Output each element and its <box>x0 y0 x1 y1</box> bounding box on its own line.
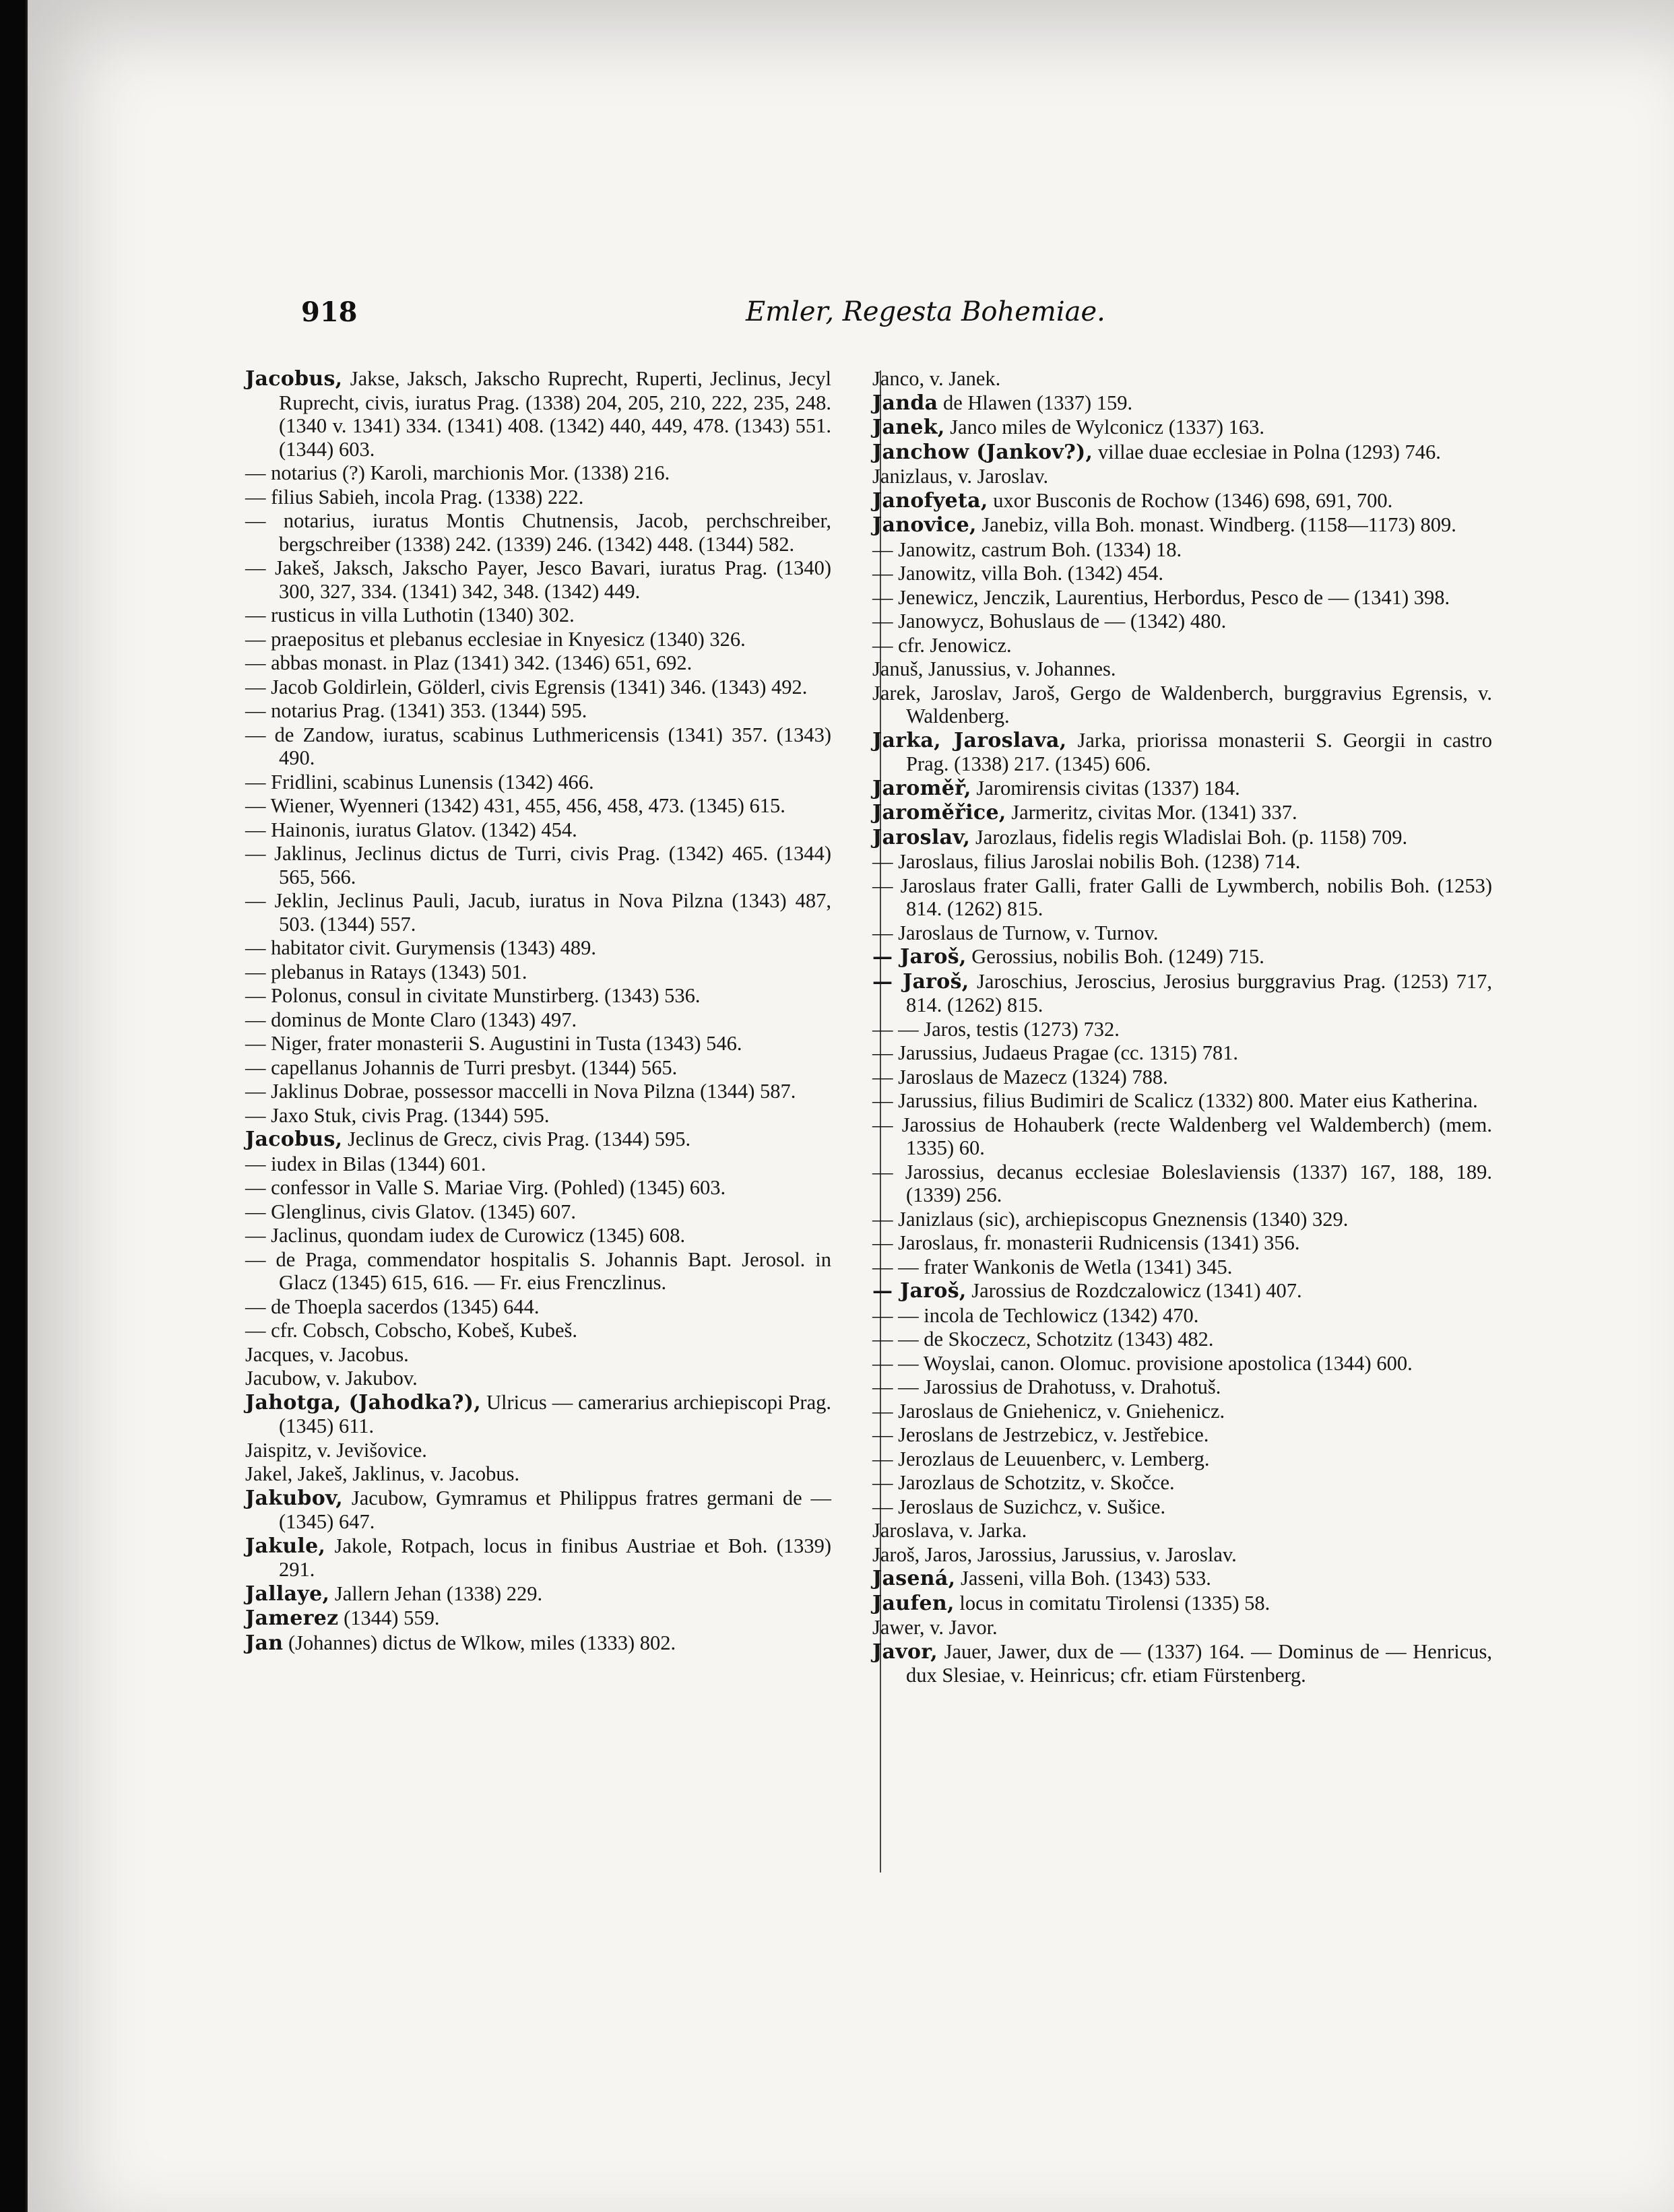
entry-text: Jakse, Jaksch, Jakscho Ruprecht, Ruperti, Jeclinus, Jecyl Ruprecht, civis, iuratus Prag. (1338) 204, 205, 210, 222, 235, 248. (1340 v. 1341) 334. (1341) 408. (1342) 440, 449, 478. (1343) 551. (1344) 603. <box>279 367 831 461</box>
index-entry <box>245 1367 831 1390</box>
entry-text: — de Zandow, iuratus, scabinus Luthmericensis (1341) 357. (1343) 490. <box>245 723 831 769</box>
index-entry <box>245 1462 831 1486</box>
entry-text: — Jeroslans de Jestrzebicz, v. Jestřebice. <box>872 1423 1209 1446</box>
index-entry <box>872 1447 1492 1471</box>
entry-text: Ulricus — camerarius archiepiscopi Prag. (1345) 611. <box>279 1390 831 1437</box>
entry-text: Jarmeritz, civitas Mor. (1341) 337. <box>1006 801 1297 824</box>
entry-text: — Jarossius de Hohauberk (recte Waldenberg vel Waldemberch) (mem. 1335) 60. <box>872 1113 1492 1159</box>
entry-headword: Jarka, Jaroslava, <box>872 728 1067 752</box>
entry-text: — Jerozlaus de Leuuenberc, v. Lemberg. <box>872 1447 1210 1470</box>
entry-text: — Hainonis, iuratus Glatov. (1342) 454. <box>245 818 577 841</box>
index-entry <box>245 628 831 651</box>
entry-text: — notarius Prag. (1341) 353. (1344) 595. <box>245 699 587 722</box>
index-entry <box>245 1391 831 1438</box>
entry-headword: Jakule, <box>245 1534 326 1558</box>
index-entry <box>245 1534 831 1582</box>
entry-text: Jaispitz, v. Jevišovice. <box>245 1438 427 1462</box>
index-entry <box>872 777 1492 801</box>
entry-text: Jarek, Jaroslav, Jaroš, Gergo de Waldenberch, burggravius Egrensis, v. Waldenberg. <box>872 681 1492 727</box>
index-entry <box>245 818 831 842</box>
entry-text: — Jaclinus, quondam iudex de Curowicz (1345) 608. <box>245 1224 686 1247</box>
entry-text: Januš, Janussius, v. Johannes. <box>872 657 1116 680</box>
page-number: 918 <box>301 296 358 328</box>
entry-text: Jakole, Rotpach, locus in finibus Austriae et Boh. (1339) 291. <box>279 1534 831 1581</box>
entry-text: — Wiener, Wyenneri (1342) 431, 455, 456, 458, 473. (1345) 615. <box>245 794 785 817</box>
index-entry <box>872 1256 1492 1279</box>
index-entry <box>245 1295 831 1319</box>
entry-text: — confessor in Valle S. Mariae Virg. (Pohled) (1345) 603. <box>245 1176 726 1199</box>
index-entry <box>872 1208 1492 1231</box>
index-entry <box>872 538 1492 562</box>
entry-text: Jaroš, Jaros, Jarossius, Jarussius, v. Jaroslav. <box>872 1542 1237 1566</box>
entry-text: — plebanus in Ratays (1343) 501. <box>245 960 527 983</box>
index-entry <box>872 1471 1492 1495</box>
entry-text: — Jaroslaus, filius Jaroslai nobilis Boh. (1238) 714. <box>872 850 1301 873</box>
entry-text: — notarius, iuratus Montis Chutnensis, Jacob, perchschreiber, bergschreiber (1338) 242. (1339) 246. (1342) 448. (1344) 582. <box>245 509 831 556</box>
entry-text: — — Jarossius de Drahotuss, v. Drahotuš. <box>872 1375 1221 1398</box>
entry-text: villae duae ecclesiae in Polna (1293) 746. <box>1093 440 1441 463</box>
index-entry <box>872 1616 1492 1639</box>
entry-headword: Javor, <box>872 1639 938 1664</box>
index-entry <box>872 1519 1492 1542</box>
index-entry <box>245 771 831 794</box>
entry-text: — dominus de Monte Claro (1343) 497. <box>245 1008 577 1031</box>
entry-text: Jacques, v. Jacobus. <box>245 1342 409 1366</box>
entry-headword: Jasená, <box>872 1567 956 1590</box>
index-entry <box>245 723 831 770</box>
index-entry <box>872 1041 1492 1065</box>
entry-text: — Jaroslaus frater Galli, frater Galli de Lywmberch, nobilis Boh. (1253) 814. (1262) 815. <box>872 874 1492 920</box>
entry-headword: Janda <box>872 391 938 415</box>
entry-text: Jarozlaus, fidelis regis Wladislai Boh. (p. 1158) 709. <box>970 825 1408 849</box>
entry-text: — capellanus Johannis de Turri presbyt. (1344) 565. <box>245 1055 678 1079</box>
index-entry <box>245 509 831 556</box>
index-entry <box>872 921 1492 945</box>
index-entry <box>872 610 1492 633</box>
index-entry <box>872 367 1492 391</box>
index-entry <box>872 562 1492 585</box>
index-entry <box>872 634 1492 657</box>
entry-text: Jakel, Jakeš, Jaklinus, v. Jacobus. <box>245 1462 520 1485</box>
entry-text: — Jeklin, Jeclinus Pauli, Jacub, iuratus in Nova Pilzna (1343) 487, 503. (1344) 557. <box>245 889 831 936</box>
index-entry <box>872 416 1492 440</box>
entry-headword: Jaufen, <box>872 1591 955 1615</box>
index-entry <box>872 1543 1492 1567</box>
entry-text: — cfr. Cobsch, Cobscho, Kobeš, Kubeš. <box>245 1319 578 1342</box>
entry-text: Jawer, v. Javor. <box>872 1616 998 1639</box>
entry-text: — Jaklinus, Jeclinus dictus de Turri, civis Prag. (1342) 465. (1344) 565, 566. <box>245 842 831 888</box>
index-entry <box>245 604 831 627</box>
entry-text: Jaromirensis civitas (1337) 184. <box>971 776 1240 800</box>
entry-text: Jarossius de Rozdczalowicz (1341) 407. <box>966 1279 1302 1302</box>
index-entry <box>245 1319 831 1342</box>
entry-headword: Janofyeta, <box>872 488 988 513</box>
index-entry <box>245 1104 831 1128</box>
index-column-right <box>872 367 1492 1688</box>
entry-headword: — Jaroš, <box>872 969 969 994</box>
index-entry <box>872 850 1492 874</box>
index-entry <box>245 676 831 699</box>
index-entry <box>245 1128 831 1152</box>
index-entry <box>245 1200 831 1224</box>
index-entry <box>872 682 1492 728</box>
index-entry <box>872 945 1492 969</box>
entry-text: — iudex in Bilas (1344) 601. <box>245 1152 486 1175</box>
entry-text: — Jaroslaus, fr. monasterii Rudnicensis (1341) 356. <box>872 1231 1300 1254</box>
index-entry <box>872 1018 1492 1041</box>
index-entry <box>872 970 1492 1017</box>
entry-text: Jallern Jehan (1338) 229. <box>329 1582 543 1605</box>
entry-text: — de Praga, commendator hospitalis S. Johannis Bapt. Jerosol. in Glacz (1345) 615, 616. — Fr. eius Frenczlinus. <box>245 1247 831 1294</box>
index-entry <box>872 441 1492 465</box>
entry-headword: Jacobus, <box>245 367 343 391</box>
entry-headword: — Jaroš, <box>872 945 967 969</box>
index-entry <box>245 1343 831 1367</box>
entry-text: — Jaroslaus de Turnow, v. Turnov. <box>872 921 1159 944</box>
entry-headword: Jahotga, (Jahodka?), <box>245 1390 482 1414</box>
entry-text: — — Jaros, testis (1273) 732. <box>872 1017 1120 1041</box>
index-entry <box>872 1375 1492 1399</box>
entry-text: — Jaroslaus de Mazecz (1324) 788. <box>872 1065 1168 1088</box>
entry-text: — praepositus et plebanus ecclesiae in Knyesicz (1340) 326. <box>245 627 746 651</box>
entry-text: — Polonus, consul in civitate Munstirberg. (1343) 536. <box>245 984 701 1007</box>
entry-text: — Janowitz, castrum Boh. (1334) 18. <box>872 538 1182 561</box>
index-entry <box>245 461 831 485</box>
running-title: Emler, Regesta Bohemiae. <box>746 296 1105 327</box>
index-entry <box>872 801 1492 825</box>
entry-text: — abbas monast. in Plaz (1341) 342. (1346) 651, 692. <box>245 651 693 674</box>
entry-text: locus in comitatu Tirolensi (1335) 58. <box>954 1591 1270 1615</box>
index-entry <box>245 1487 831 1534</box>
index-entry <box>872 1400 1492 1423</box>
entry-text: — — de Skoczecz, Schotzitz (1343) 482. <box>872 1328 1214 1351</box>
index-entry <box>245 1606 831 1631</box>
entry-text: — — Woyslai, canon. Olomuc. provisione apostolica (1344) 600. <box>872 1351 1413 1375</box>
index-entry <box>872 1592 1492 1616</box>
index-entry <box>245 367 831 461</box>
entry-text: — cfr. Jenowicz. <box>872 633 1012 657</box>
entry-text: — notarius (?) Karoli, marchionis Mor. (1338) 216. <box>245 461 670 484</box>
entry-text: — Jakeš, Jaksch, Jakscho Payer, Jesco Bavari, iuratus Prag. (1340) 300, 327, 334. (1341) 342, 348. (1342) 449. <box>245 556 831 603</box>
entry-text: (1344) 559. <box>338 1606 440 1629</box>
index-entry <box>245 1631 831 1656</box>
entry-text: Jarka, priorissa monasterii S. Georgii in castro Prag. (1338) 217. (1345) 606. <box>906 728 1493 775</box>
entry-text: — Jaxo Stuk, civis Prag. (1344) 595. <box>245 1103 550 1127</box>
index-entry <box>245 1176 831 1200</box>
index-entry <box>872 465 1492 488</box>
entry-headword: Jaroměř, <box>872 776 971 800</box>
entry-text: uxor Busconis de Rochow (1346) 698, 691, 700. <box>988 488 1393 512</box>
index-entry <box>245 1032 831 1055</box>
index-entry <box>245 961 831 984</box>
entry-headword: Jacobus, <box>245 1128 343 1151</box>
entry-text: Janco, v. Janek. <box>872 367 1001 390</box>
index-entry <box>872 489 1492 513</box>
entry-text: — — incola de Techlowicz (1342) 470. <box>872 1303 1199 1327</box>
entry-text: — filius Sabieh, incola Prag. (1338) 222. <box>245 485 584 509</box>
index-entry <box>872 391 1492 416</box>
index-column-left <box>245 367 831 1656</box>
entry-text: de Hlawen (1337) 159. <box>938 391 1133 414</box>
index-entry <box>245 486 831 509</box>
entry-headword: Janchow (Jankov?), <box>872 440 1093 464</box>
index-entry <box>245 1582 831 1606</box>
index-entry <box>872 1567 1492 1591</box>
index-entry <box>872 1304 1492 1328</box>
index-entry <box>245 936 831 960</box>
entry-text: — Glenglinus, civis Glatov. (1345) 607. <box>245 1200 577 1223</box>
entry-text: — Jarussius, filius Budimiri de Scalicz (1332) 800. Mater eius Katherina. <box>872 1089 1478 1112</box>
entry-headword: Jakubov, <box>245 1486 344 1510</box>
index-entry <box>872 586 1492 610</box>
index-entry <box>872 657 1492 681</box>
index-entry <box>872 729 1492 776</box>
entry-text: — Jenewicz, Jenczik, Laurentius, Herbordus, Pesco de — (1341) 398. <box>872 585 1450 609</box>
index-entry <box>872 1066 1492 1089</box>
entry-text: — Jacob Goldirlein, Gölderl, civis Egrensis (1341) 346. (1343) 492. <box>245 675 808 698</box>
entry-text: — de Thoepla sacerdos (1345) 644. <box>245 1295 540 1318</box>
entry-headword: Janek, <box>872 416 945 439</box>
entry-text: Jasseni, villa Boh. (1343) 533. <box>955 1567 1211 1590</box>
index-entry <box>872 1328 1492 1351</box>
entry-text: Janco miles de Wylconicz (1337) 163. <box>944 416 1265 438</box>
index-entry <box>872 1423 1492 1447</box>
entry-text: — habitator civit. Gurymensis (1343) 489. <box>245 936 596 959</box>
entry-text: — Jeroslaus de Suzichcz, v. Sušice. <box>872 1495 1166 1518</box>
entry-text: Jacubow, Gymramus et Philippus fratres germani de — (1345) 647. <box>279 1486 831 1533</box>
entry-headword: — Jaroš, <box>872 1279 967 1303</box>
entry-text: — Fridlini, scabinus Lunensis (1342) 466. <box>245 770 594 793</box>
index-entry <box>245 889 831 936</box>
entry-headword: Jamerez <box>245 1606 339 1630</box>
entry-text: — Janowycz, Bohuslaus de — (1342) 480. <box>872 610 1227 632</box>
index-entry <box>872 826 1492 850</box>
index-entry <box>245 1224 831 1247</box>
index-entry <box>872 1495 1492 1519</box>
index-entry <box>872 1113 1492 1160</box>
entry-text: Janizlaus, v. Jaroslav. <box>872 465 1049 488</box>
entry-headword: Jaroslav, <box>872 825 971 849</box>
index-entry <box>245 1056 831 1080</box>
entry-text: — Jaroslaus de Gniehenicz, v. Gniehenicz. <box>872 1399 1225 1423</box>
index-entry <box>245 1080 831 1103</box>
index-entry <box>872 874 1492 921</box>
entry-text: Jaroslava, v. Jarka. <box>872 1519 1027 1542</box>
entry-text: — — frater Wankonis de Wetla (1341) 345. <box>872 1255 1233 1278</box>
entry-text: Jauer, Jawer, dux de — (1337) 164. — Dominus de — Henricus, dux Slesiae, v. Heinricus; cfr. etiam Fürstenberg. <box>906 1639 1492 1687</box>
index-entry <box>872 1640 1492 1687</box>
entry-text: Jacubow, v. Jakubov. <box>245 1367 418 1390</box>
entry-headword: Janovice, <box>872 513 977 537</box>
entry-text: — Jarozlaus de Schotzitz, v. Skočce. <box>872 1471 1175 1494</box>
entry-headword: Jaroměřice, <box>872 801 1006 824</box>
index-entry <box>872 1352 1492 1375</box>
index-entry <box>872 1231 1492 1255</box>
index-entry <box>872 1161 1492 1207</box>
entry-text: — Jarussius, Judaeus Pragae (cc. 1315) 781. <box>872 1041 1238 1064</box>
entry-text: (Johannes) dictus de Wlkow, miles (1333) 802. <box>283 1631 676 1654</box>
entry-text: — Jarossius, decanus ecclesiae Boleslaviensis (1337) 167, 188, 189. (1339) 256. <box>872 1160 1492 1206</box>
entry-text: Gerossius, nobilis Boh. (1249) 715. <box>966 945 1264 968</box>
entry-text: — Jaklinus Dobrae, possessor maccelli in Nova Pilzna (1344) 587. <box>245 1080 796 1103</box>
index-entry <box>245 699 831 723</box>
entry-text: — Janizlaus (sic), archiepiscopus Gneznensis (1340) 329. <box>872 1207 1349 1231</box>
index-entry <box>245 556 831 603</box>
entry-text: — rusticus in villa Luthotin (1340) 302. <box>245 604 575 626</box>
entry-text: — Niger, frater monasterii S. Augustini in Tusta (1343) 546. <box>245 1032 742 1055</box>
index-entry <box>245 651 831 675</box>
entry-text: Jaroschius, Jeroscius, Jerosius burggravius Prag. (1253) 717, 814. (1262) 815. <box>906 969 1492 1016</box>
index-entry <box>245 1248 831 1295</box>
index-entry <box>245 1008 831 1032</box>
index-entry <box>872 1279 1492 1303</box>
index-entry <box>245 842 831 888</box>
index-entry <box>872 513 1492 538</box>
index-entry <box>245 1439 831 1462</box>
index-entry <box>245 984 831 1008</box>
entry-text: Jeclinus de Grecz, civis Prag. (1344) 595. <box>342 1128 691 1150</box>
index-entry <box>245 794 831 818</box>
index-entry <box>872 1089 1492 1113</box>
entry-headword: Jan <box>245 1631 284 1655</box>
entry-text: — Janowitz, villa Boh. (1342) 454. <box>872 562 1164 585</box>
page-header <box>301 296 1419 337</box>
index-entry <box>245 1152 831 1176</box>
entry-headword: Jallaye, <box>245 1582 330 1606</box>
entry-text: Janebiz, villa Boh. monast. Windberg. (1158—1173) 809. <box>976 513 1456 536</box>
